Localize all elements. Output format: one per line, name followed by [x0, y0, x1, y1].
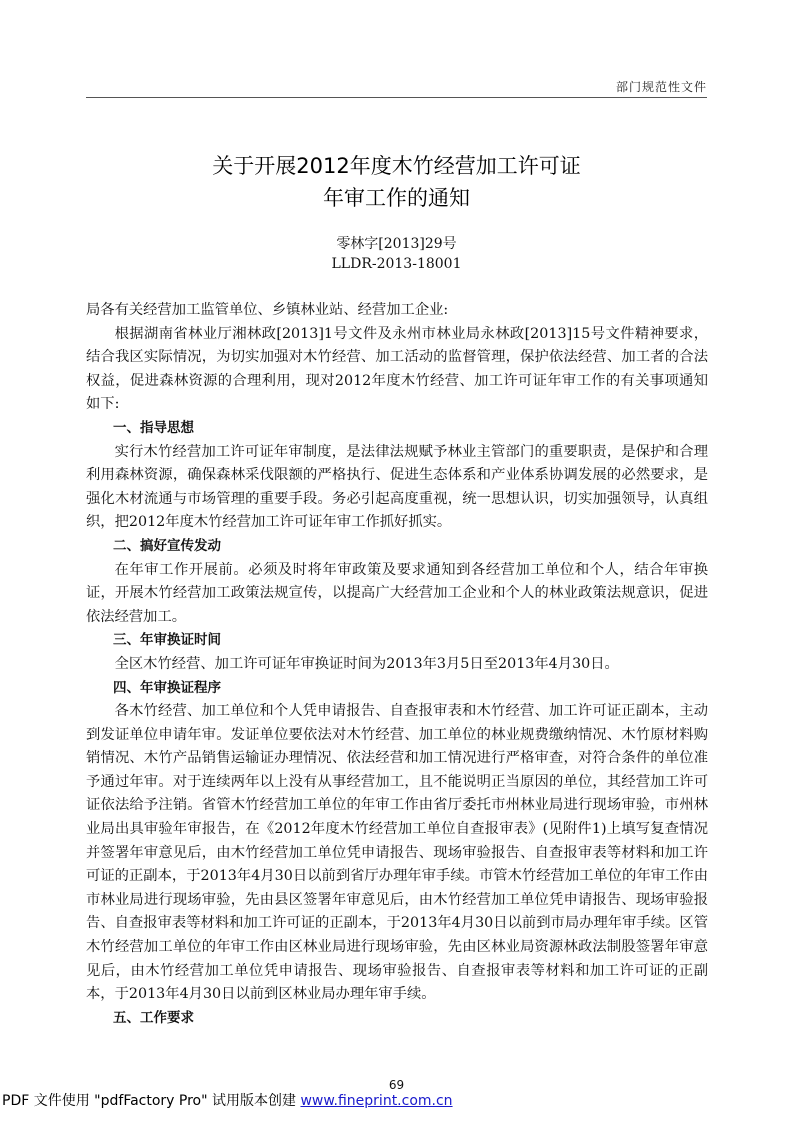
footer-link[interactable]: www.fineprint.com.cn	[300, 1093, 453, 1109]
section-heading-1: 一、指导思想	[113, 419, 194, 436]
section-heading-3: 三、年审换证时间	[113, 632, 221, 649]
section-text-3: 全区木竹经营、加工许可证年审换证时间为2013年3月5日至2013年4月30日。	[114, 655, 619, 672]
intro-paragraph: 根据湖南省林业厅湘林政[2013]1号文件及永州市林业局永林政[2013]15号文件精神要求，结合我区实际情况，为切实加强对木竹经营、加工活动的监督管理，保护依法经营、加工者的合法权益，促进森林资源的合理利用，现对2012年度木竹经营、加工许可证年审工作的有关事项通知如下:	[86, 325, 708, 413]
section-text-1: 实行木竹经营加工许可证年审制度，是法律法规赋予林业主管部门的重要职责，是保护和合理利用森林资源，确保森林采伐限额的严格执行、促进生态体系和产业体系协调发展的必然要求，是强化木材流通与市场管理的重要手段。务必引起高度重视，统一思想认识，切实加强领导，认真组织，把2012年度木竹经营加工许可证年审工作抓好抓实。	[86, 443, 708, 531]
document-body	[86, 299, 708, 1030]
section-heading-5: 五、工作要求	[113, 1009, 194, 1026]
salutation: 局各有关经营加工监管单位、乡镇林业站、经营加工企业:	[86, 302, 449, 318]
header-rule	[86, 97, 707, 98]
document-code: LLDR-2013-18001	[331, 256, 462, 272]
document-number: 零林字[2013]29号	[336, 236, 457, 252]
document-title-line2: 年审工作的通知	[323, 186, 470, 210]
header-label: 部门规范性文件	[615, 80, 707, 94]
page-number: 69	[388, 1078, 405, 1092]
section-text-2: 在年审工作开展前。必须及时将年审政策及要求通知到各经营加工单位和个人，结合年审换证，开展木竹经营加工政策法规宣传，以提高广大经营加工企业和个人的林业政策法规意识，促进依法经营加工。	[86, 561, 708, 625]
section-heading-2: 二、搞好宣传发动	[113, 537, 221, 554]
section-text-4: 各木竹经营、加工单位和个人凭申请报告、自查报审表和木竹经营、加工许可证正副本，主动到发证单位申请年审。发证单位要依法对木竹经营、加工单位的林业规费缴纳情况、木竹原材料购销情况、木竹产品销售运输证办理情况、依法经营和加工情况进行严格审查，对符合条件的单位准予通过年审。对于连续两年以上没有从事经营加工，且不能说明正当原因的单位，其经营加工许可证依法给予注销。省管木竹经营加工单位的年审工作由省厅委托市州林业局进行现场审验，市州林业局出具审验年审报告，在《2012年度木竹经营加工单位自查报审表》(见附件1)上填写复查情况并签署年审意见后，由木竹经营加工单位凭申请报告、现场审验报告、自查报审表等材料和加工许可证的正副本，于2013年4月30日以前到省厅办理年审手续。市管木竹经营加工单位的年审工作由市林业局进行现场审验，先由县区签署年审意见后，由木竹经营加工单位凭申请报告、现场审验报告、自查报审表等材料和加工许可证的正副本，于2013年4月30日以前到市局办理年审手续。区管木竹经营加工单位的年审工作由区林业局进行现场审验，先由区林业局资源林政法制股签署年审意见后，由木竹经营加工单位凭申请报告、现场审验报告、自查报审表等材料和加工许可证的正副本，于2013年4月30日以前到区林业局办理年审手续。	[86, 703, 708, 1003]
section-heading-4: 四、年审换证程序	[113, 679, 221, 696]
document-title-line1: 关于开展2012年度木竹经营加工许可证	[212, 154, 581, 178]
footer-text: PDF 文件使用 "pdfFactory Pro" 试用版本创建	[2, 1093, 301, 1109]
pdf-footer	[2, 1090, 453, 1110]
